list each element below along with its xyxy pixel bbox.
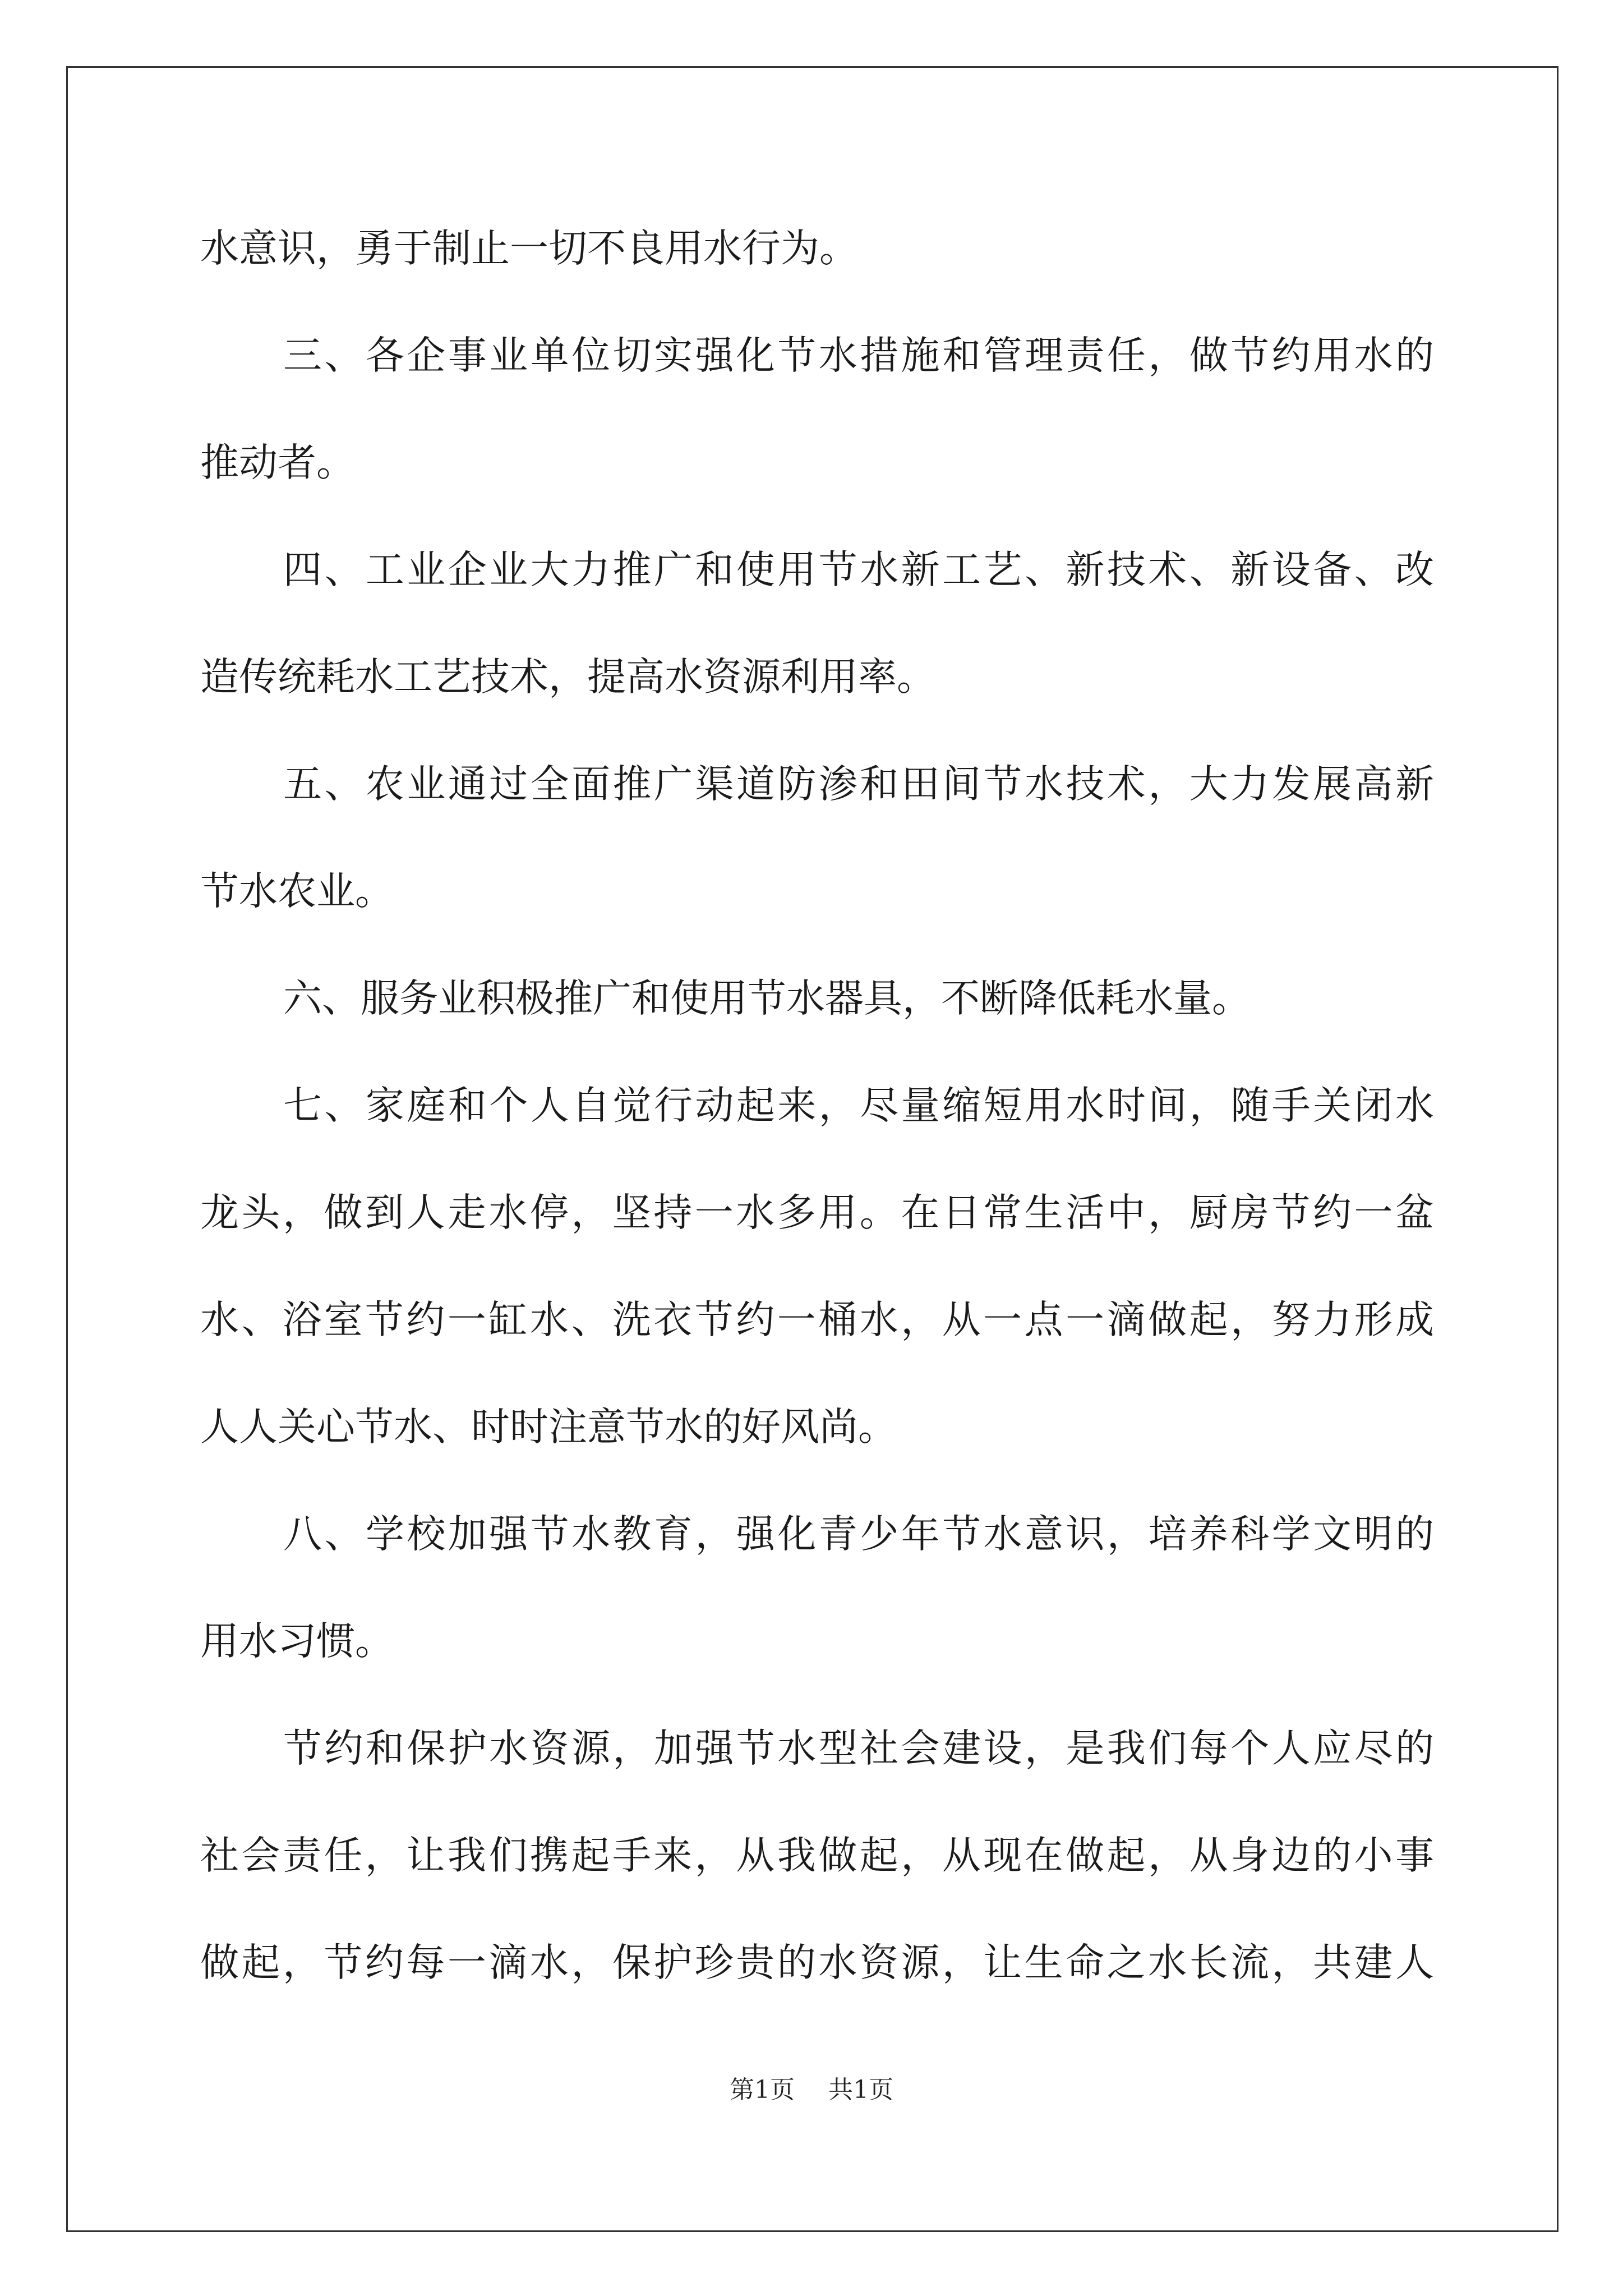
text-line: 造传统耗水工艺技术，提高水资源利用率。 bbox=[200, 655, 935, 700]
text-line: 水意识，勇于制止一切不良用水行为。 bbox=[200, 226, 858, 271]
page-total: 共1页 bbox=[828, 2076, 893, 2104]
page-number: 第1页 bbox=[730, 2076, 795, 2104]
text-line: 做起，节约每一滴水，保护珍贵的水资源，让生命之水长流，共建人 bbox=[200, 1940, 1434, 1985]
text-line: 用水习惯。 bbox=[200, 1619, 394, 1664]
text-line: 五、农业通过全面推广渠道防渗和田间节水技术，大力发展高新 bbox=[283, 762, 1434, 807]
text-line: 推动者。 bbox=[200, 440, 355, 485]
text-line: 三、各企事业单位切实强化节水措施和管理责任，做节约用水的 bbox=[283, 333, 1434, 378]
text-line: 八、学校加强节水教育，强化青少年节水意识，培养科学文明的 bbox=[283, 1512, 1434, 1557]
text-line: 节水农业。 bbox=[200, 869, 394, 914]
text-line: 六、服务业积极推广和使用节水器具，不断降低耗水量。 bbox=[283, 976, 1251, 1021]
text-line: 节约和保护水资源，加强节水型社会建设，是我们每个人应尽的 bbox=[283, 1726, 1434, 1771]
text-line: 水、浴室节约一缸水、洗衣节约一桶水，从一点一滴做起，努力形成 bbox=[200, 1297, 1434, 1342]
text-line: 七、家庭和个人自觉行动起来，尽量缩短用水时间，随手关闭水 bbox=[283, 1083, 1434, 1128]
text-line: 社会责任，让我们携起手来，从我做起，从现在做起，从身边的小事 bbox=[200, 1833, 1434, 1878]
page-footer bbox=[0, 2073, 1623, 2107]
text-line: 四、工业企业大力推广和使用节水新工艺、新技术、新设备、改 bbox=[283, 547, 1434, 592]
page-border bbox=[66, 66, 1559, 2232]
text-line: 龙头，做到人走水停，坚持一水多用。在日常生活中，厨房节约一盆 bbox=[200, 1190, 1434, 1235]
text-line: 人人关心节水、时时注意节水的好风尚。 bbox=[200, 1405, 897, 1450]
